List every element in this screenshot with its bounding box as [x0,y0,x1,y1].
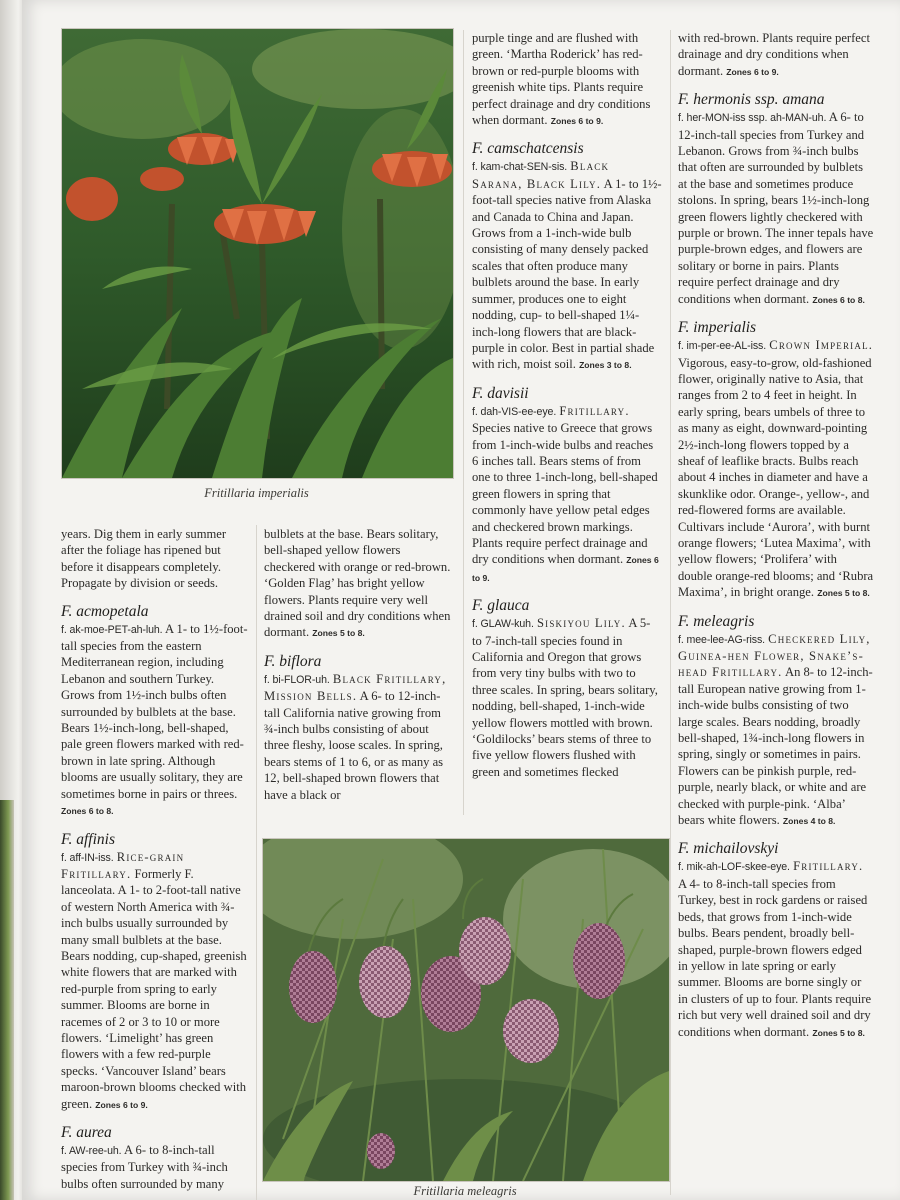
text-column-1 [61,526,248,1192]
paragraph: years. Dig them in early summer after the foliage has ripened but before it disappears completely. Propagate by division or seeds. [61,527,227,591]
entry-text: Formerly F. lanceolata. A 1- to 2-foot-tall native of western North America with ¾-inch bulbs usually surrounded by many small bulblets at the base. Bears nodding, cup-shaped, greenish white flowers that are marked with red-purple from spring to early summer. Blooms are borne in racemes of 2 or 3 to 10 or more flowers. ‘Limelight’ has green flowers with a few red-purple specks. ‘Vancouver Island’ bears maroon-brown blooms checked with green. [61,866,247,1111]
entry-text: An 8- to 12-inch-tall European native growing from 1-inch-wide bulbs consisting of two large scales. Bears nodding, broadly bell-shaped, 1¾-inch-long flowers in spring, singly or sometimes in pairs. Flowers can be pinkish purple, red-purple, nearly black, or white and are checked with purple-pink. ‘Alba’ bears white flowers. [678,665,873,828]
hardiness-zones: Zones 6 to 9. [472,555,659,583]
common-name: Siskiyou Lily. [536,616,626,631]
entry-davisii [472,384,662,586]
fritillaria-imperialis-image [62,29,453,478]
book-binding [0,800,14,1200]
hardiness-zones: Zones 6 to 8. [61,806,114,817]
entry-heading: F. davisii [472,384,529,402]
entry-imperialis [678,318,874,602]
entry-aurea [61,1123,248,1192]
paragraph [264,526,454,642]
paragraph [472,30,662,129]
paragraph-text: purple tinge and are flushed with green. ‘Martha Roderick’ has red-brown or red-purple blooms with greenish white tips. Plants require perfect drainage and dry conditions when dormant. [472,31,651,128]
hardiness-zones: Zones 5 to 8. [312,628,365,639]
entry-heading: F. camschatcensis [472,140,584,158]
pronunciation: f. mee-lee-AG-riss. [678,633,765,646]
entry-heading: F. acmopetala [61,602,149,620]
entry-text: A 6- to 12-inch-tall California native growing from ¾-inch bulbs consisting of about three fleshy, loose scales. In spring, bears stems of 1 to 6, or as many as 12, bell-shaped brown flowers that have a black or [264,689,444,802]
entry-text: A 5- to 7-inch-tall species found in California and Oregon that grows from very tiny bulbs with two to three scales. In spring, bears solitary, nodding, bell-shaped, 1-inch-wide yellow flowers mottled with brown. ‘Goldilocks’ bears stems of three to five yellow flowers flushed with green and sometimes flecked [472,616,658,779]
paragraph-text: bulblets at the base. Bears solitary, bell-shaped yellow flowers checkered with orange or red-brown. ‘Golden Flag’ has bright yellow flowers. Plants require very well drained soil and dry conditions when dormant. [264,527,451,640]
text-column-2 [264,526,454,803]
entry-text: A 1- to 1½-foot-tall species from the eastern Mediterranean region, including Lebanon and southern Turkey. Grows from 1½-inch bulbs often surrounded by bulblets at the base. Bears 1½-inch-long, bell-shaped, pale green flowers marked with red-brown in late spring. Although blooms are usually solitary, they are sometimes borne in pairs or threes. [61,621,248,801]
column-divider [670,30,671,1195]
pronunciation: f. aff-IN-iss. [61,851,114,864]
paragraph [678,30,874,80]
entry-camschatcensis [472,139,662,373]
pronunciation: f. bi-FLOR-uh. [264,673,330,686]
fritillaria-meleagris-photo [262,838,670,1182]
hardiness-zones: Zones 6 to 9. [726,66,779,77]
entry-text: A 6- to 8-inch-tall species from Turkey with ¾-inch bulbs often surrounded by many [61,1143,228,1191]
hardiness-zones: Zones 3 to 8. [579,360,632,371]
pronunciation: f. im-per-ee-AL-iss. [678,340,767,353]
common-name: Crown Imperial. [769,338,874,353]
entry-heading: F. affinis [61,830,115,848]
pronunciation: f. her-MON-iss ssp. ah-MAN-uh. [678,112,827,125]
entry-biflora [264,652,454,803]
common-name: Rice-grain Fritillary. [61,849,185,881]
entry-text: A 6- to 12-inch-tall species from Turkey and Lebanon. Grows from ¾-inch bulbs that often are surrounded by bulblets at the base and sometimes produce stolons. In spring, bears 1½-inch-long green flowers lightly checkered with purple or brown. The inner tepals have purple-brown edges, and flowers are solitary or borne in pairs. Plants require perfect drainage and dry conditions when dormant. [678,110,874,306]
photo-caption: Fritillaria meleagris [413,1184,517,1198]
entry-text: A 1- to 1½-foot-tall species native from Alaska and Canada to China and Japan. Grows from a 1-inch-wide bulb consisting of many densely packed scales that often produce many bulblets around the base. In early summer, produces one to eight nodding, cup- to bell-shaped 1¼-inch-long flowers that are black-purple in color. Best in partial shade with rich, moist soil. [472,176,662,372]
entry-heading: F. hermonis ssp. amana [678,91,825,109]
book-page [22,0,900,1200]
entry-affinis [61,830,248,1114]
entry-text: A 4- to 8-inch-tall species from Turkey, best in rock gardens or raised beds, that grows from 1-inch-wide bulbs. Bears pendent, broadly bell-shaped, purple-brown flowers edged in yellow in late spring or early summer. Blooms are borne singly or in clusters of up to four. Plants require rich but very well drained soil and dry conditions when dormant. [678,876,872,1039]
common-name: Fritillary. [793,859,864,874]
hardiness-zones: Zones 4 to 8. [782,816,836,827]
entry-text: Species native to Greece that grows from 1-inch-wide bulbs and reaches 6 inches tall. Bears stems of from one to three 1-inch-long, bell-shaped green flowers in spring that commonly have yellow petal edges and checkered brown markings. Plants require perfect drainage and dry conditions when dormant. [472,421,658,567]
entry-meleagris [678,612,874,830]
hardiness-zones: Zones 5 to 8. [812,1027,865,1038]
column-divider [463,30,464,815]
entry-heading: F. meleagris [678,612,755,630]
paragraph-text: with red-brown. Plants require perfect drainage and dry conditions when dormant. [678,31,870,78]
entry-heading: F. aurea [61,1124,112,1141]
hardiness-zones: Zones 6 to 9. [550,116,604,127]
photo-caption: Fritillaria imperialis [204,486,309,500]
column-divider [256,525,257,1200]
entry-glauca [472,596,662,780]
entry-heading: F. michailovskyi [678,840,779,858]
entry-hermonis [678,90,874,308]
entry-heading: F. imperialis [678,319,757,337]
hardiness-zones: Zones 6 to 8. [812,294,865,305]
common-name: Black Fritillary, Mission Bells. [264,671,447,704]
pronunciation: f. ak-moe-PET-ah-luh. [61,623,163,636]
common-name: Checkered Lily, Guinea-hen Flower, Snake’s-head Fritillary. [678,631,871,680]
entry-text: Vigorous, easy-to-grow, old-fashioned flower, originally native to Asia, that ranges from 2 to 4 feet in height. In early spring, bears umbels of three to as many as eight, downward-pointing 2½-inch-long flowers topped by a sheaf of leaflike bracts. Bulbs reach about 4 inches in diameter and have a skunklike odor. Orange-, yellow-, and red-flowered forms are available. Cultivars include ‘Aurora’, with burnt orange flowers; ‘Lutea Maxima’, with yellow flowers; ‘Prolifera’ with double orange-red blooms; and ‘Rubra Maxima’, in bright orange. [678,355,874,600]
pronunciation: f. kam-chat-SEN-sis. [472,161,568,174]
pronunciation: f. AW-ree-uh. [61,1145,122,1157]
entry-michailovskyi [678,839,874,1040]
common-name: Black Sarana, Black Lily. [472,159,610,191]
pronunciation: f. dah-VIS-ee-eye. [472,405,557,418]
pronunciation: f. GLAW-kuh. [472,618,534,631]
common-name: Fritillary. [559,403,630,418]
hardiness-zones: Zones 5 to 8. [817,588,870,599]
fritillaria-imperialis-photo [61,28,454,479]
text-column-3 [472,30,662,780]
text-column-4 [678,30,874,1041]
entry-heading: F. biflora [264,652,322,670]
fritillaria-meleagris-image [263,839,669,1181]
pronunciation: f. mik-ah-LOF-skee-eye. [678,861,790,874]
entry-heading: F. glauca [472,597,530,615]
entry-acmopetala [61,602,248,820]
hardiness-zones: Zones 6 to 9. [95,1099,148,1110]
